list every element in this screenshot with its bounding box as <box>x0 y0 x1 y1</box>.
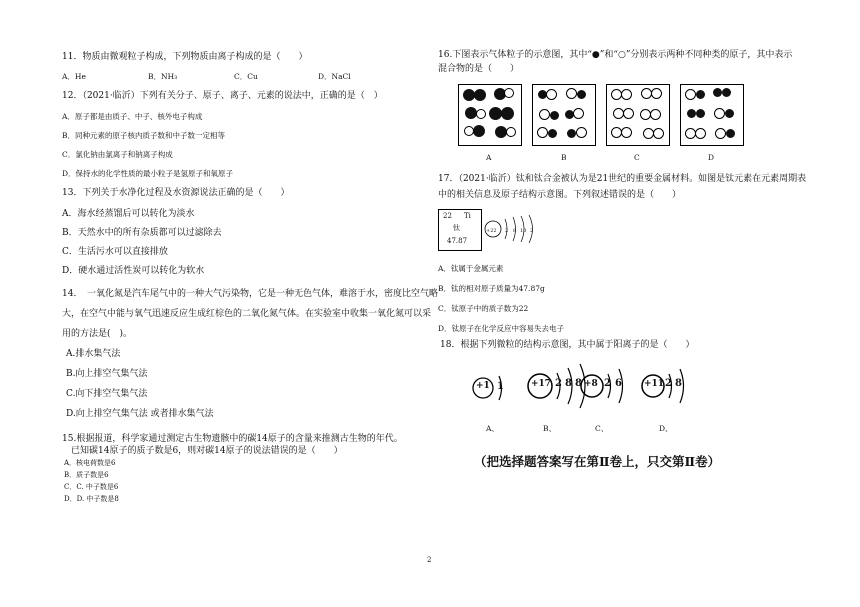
black-atom <box>548 129 557 138</box>
white-atom <box>714 108 725 119</box>
white-atom <box>539 109 550 120</box>
ti-shell-4: 2 <box>530 228 534 234</box>
element-symbol: Ti <box>464 212 471 220</box>
white-atom <box>621 89 632 100</box>
q17-stem-line-2: 中的相关信息及原子结构示意图。下列叙述错误的是（ ） <box>438 190 682 200</box>
q16-stem-line-2: 混合物的是（ ） <box>438 64 520 74</box>
q18-b-nucleus: +17 <box>531 379 552 389</box>
white-atom <box>537 127 548 138</box>
q15-stem-line-2: 已知碳14原子的质子数是6，则对碳14原子的说法错误的是（ ） <box>62 446 343 456</box>
element-mass: 47.87 <box>447 237 468 245</box>
q16-box-d <box>680 84 744 146</box>
q15-option-d: D．D. 中子数是8 <box>64 495 119 503</box>
white-atom <box>566 88 577 99</box>
black-atom <box>567 129 576 138</box>
q12-option-a: A．原子都是由质子、中子、核外电子构成 <box>62 112 203 121</box>
white-atom <box>695 128 706 139</box>
q18-stem: 18．根据下列微粒的结构示意图，其中属于阳离子的是（ ） <box>440 340 695 350</box>
black-atom <box>725 109 734 118</box>
white-atom <box>576 127 587 138</box>
black-atom <box>577 90 586 99</box>
q18-label-c: C、 <box>595 424 609 433</box>
q18-d-shell-1: 2 <box>665 378 672 389</box>
q15-stem-line-1: 15.根据报道，科学家通过测定古生物遗骸中的碳14原子的含量来推测古生物的年代。 <box>62 434 403 444</box>
q12-option-b: B．同种元素的原子核内质子数和中子数一定相等 <box>62 131 226 140</box>
black-atom <box>687 109 696 118</box>
element-atomic-number: 22 <box>443 212 452 220</box>
black-atom <box>696 90 705 99</box>
page-number: 2 <box>427 556 432 564</box>
q14-option-c: C.向下排空气集气法 <box>66 389 148 399</box>
white-atom <box>476 109 486 119</box>
q14-option-d: D.向上排空气集气法 或者排水集气法 <box>66 409 214 419</box>
white-atom <box>651 88 662 99</box>
q15-option-a: A．核电荷数是6 <box>64 459 116 467</box>
q16-label-d: D <box>708 153 715 162</box>
q14-option-b: B.向上排空气集气法 <box>66 369 148 379</box>
black-atom <box>473 125 485 137</box>
q12-option-d: D．保持水的化学性质的最小粒子是氢原子和氧原子 <box>62 169 234 178</box>
q18-a-shell-1: 1 <box>497 381 504 392</box>
q16-stem-line-1: 16.下图表示气体粒子的示意图，其中“●”和“○”分别表示两种不同种类的原子，其中表示 <box>438 50 793 60</box>
white-atom <box>573 108 584 119</box>
q18-d-shell-2: 8 <box>675 378 682 389</box>
black-atom <box>713 88 722 97</box>
q18-a-nucleus: +1 <box>476 381 490 391</box>
black-atom <box>474 89 486 101</box>
q13-stem: 13．下列关于水净化过程及水资源说法正确的是（ ） <box>62 188 290 198</box>
white-atom <box>685 89 696 100</box>
q17-stem-line-1: 17．（2021·临沂）钛和钛合金被认为是21世纪的重要金属材料。如图是钛元素在元素周期表 <box>438 174 807 184</box>
q11-stem: 11．物质由微观粒子构成，下列物质由离子构成的是（ ） <box>62 52 308 62</box>
q18-label-b: B、 <box>543 424 557 433</box>
ti-shell-3: 10 <box>520 228 527 234</box>
q12-stem: 12．（2021·临沂）下列有关分子、原子、离子、元素的说法中，正确的是（ ） <box>62 91 383 101</box>
q16-box-c <box>606 84 670 146</box>
white-atom <box>715 128 726 139</box>
q17-option-d: D．钛原子在化学反应中容易失去电子 <box>438 324 565 333</box>
q17-option-c: C．钛原子中的质子数为22 <box>438 304 529 313</box>
ti-shell-2: 8 <box>513 228 517 234</box>
white-atom <box>653 128 664 139</box>
q15-option-c: C．C. 中子数是6 <box>64 483 119 491</box>
q16-box-b <box>532 84 596 146</box>
q18-b-shell-3: 8 <box>575 378 582 389</box>
white-atom <box>623 108 634 119</box>
answer-instruction-note: （把选择题答案写在第Ⅱ卷上，只交第Ⅱ卷） <box>474 454 721 469</box>
q18-b-shell-1: 2 <box>555 378 562 389</box>
q12-option-c: C．氯化钠由氯离子和钠离子构成 <box>62 150 173 159</box>
q17-option-b: B．钛的相对原子质量为47.87g <box>438 284 545 293</box>
q11-option-a: A．He <box>62 72 86 81</box>
q16-label-c: C <box>634 153 640 162</box>
q11-option-b: B．NH₃ <box>148 72 178 81</box>
black-atom <box>722 88 731 97</box>
black-atom <box>696 109 705 118</box>
q14-option-a: A.排水集气法 <box>66 349 121 359</box>
black-atom <box>550 111 559 120</box>
q14-stem-line-2: 大，在空气中能与氧气迅速反应生成红棕色的二氧化氮气体。在实验室中收集一氧化氮可以采 <box>62 309 432 319</box>
white-atom <box>506 127 516 137</box>
q18-c-shell-2: 6 <box>615 378 622 389</box>
q14-stem-line-1: 14． 一氧化氮是汽车尾气中的一种大气污染物，它是一种无色气体，难溶于水，密度比空气略 <box>62 289 438 299</box>
q18-label-a: A、 <box>486 424 499 433</box>
q16-label-b: B <box>561 153 567 162</box>
q18-c-shell-1: 2 <box>604 378 611 389</box>
q13-option-a: A．海水经蒸馏后可以转化为淡水 <box>62 209 195 219</box>
q13-option-c: C．生活污水可以直接排放 <box>62 247 168 257</box>
q18-b-shell-2: 8 <box>565 378 572 389</box>
q17-option-a: A．钛属于金属元素 <box>438 264 504 273</box>
black-atom <box>501 107 514 120</box>
q13-option-b: B．天然水中的所有杂质都可以过滤除去 <box>62 228 222 238</box>
white-atom <box>650 109 661 120</box>
element-cell <box>438 209 482 251</box>
q14-stem-line-3: 用的方法是( )。 <box>62 329 133 339</box>
q11-option-d: D．NaCl <box>318 72 351 81</box>
white-atom <box>504 88 514 98</box>
q16-label-a: A <box>486 153 492 162</box>
ti-shell-1: 2 <box>505 228 509 234</box>
white-atom <box>546 89 557 100</box>
q18-c-nucleus: +8 <box>584 379 598 389</box>
q18-d-nucleus: +11 <box>644 379 665 389</box>
q15-option-b: B．质子数是6 <box>64 471 109 479</box>
q18-label-d: D、 <box>659 424 673 433</box>
element-name: 钛 <box>453 224 460 232</box>
black-atom <box>726 129 735 138</box>
white-atom <box>621 127 632 138</box>
q16-box-a <box>458 84 522 146</box>
q13-option-d: D．硬水通过活性炭可以转化为软水 <box>62 266 205 276</box>
ti-nucleus-label: +22 <box>486 228 497 234</box>
q11-option-c: C．Cu <box>234 72 258 81</box>
